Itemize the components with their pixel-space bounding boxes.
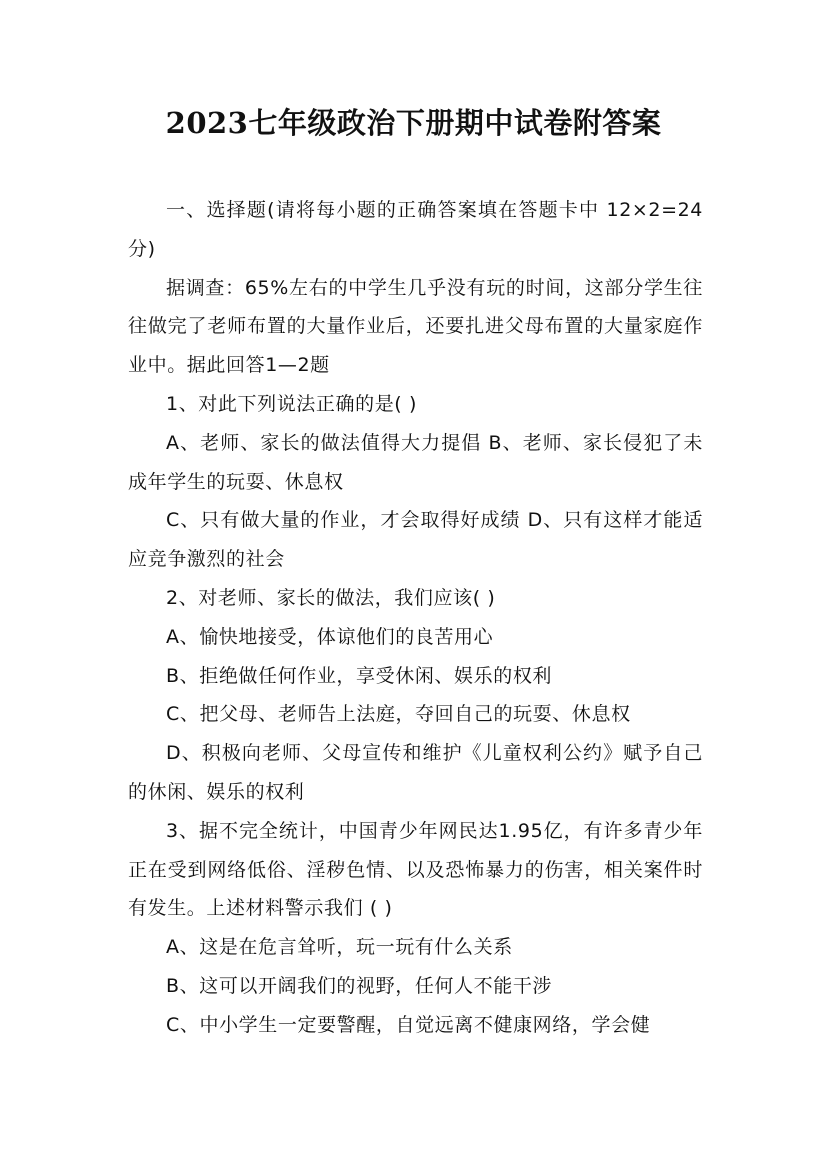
question-2-option-a: A、愉快地接受，体谅他们的良苦用心 xyxy=(166,625,494,648)
question-1-options-cd: C、只有做大量的作业，才会取得好成绩 D、只有这样才能适应竞争激烈的社会 xyxy=(128,509,703,571)
question-2-option-d: D、积极向老师、父母宣传和维护《儿童权利公约》赋予自己的休闲、娱乐的权利 xyxy=(128,742,703,803)
document-body xyxy=(128,191,703,1045)
question-2-option-c: C、把父母、老师告上法庭，夺回自己的玩耍、休息权 xyxy=(166,703,631,726)
section-heading: 一、选择题(请将每小题的正确答案填在答题卡中 12×2=24分) xyxy=(128,199,703,260)
question-2: 2、对老师、家长的做法，我们应该( ) xyxy=(166,586,496,609)
document-title: 2023七年级政治下册期中试卷附答案 xyxy=(165,106,662,140)
material-paragraph: 据调查：65%左右的中学生几乎没有玩的时间，这部分学生往往做完了老师布置的大量作业后，还要扎进父母布置的大量家庭作业中。据此回答1—2题 xyxy=(128,276,703,377)
question-2-option-b: B、拒绝做任何作业，享受休闲、娱乐的权利 xyxy=(166,664,553,687)
question-3-option-b: B、这可以开阔我们的视野，任何人不能干涉 xyxy=(166,974,553,997)
question-1: 1、对此下列说法正确的是( ) xyxy=(166,392,417,415)
question-3: 3、据不完全统计，中国青少年网民达1.95亿，有许多青少年正在受到网络低俗、淫秽色情、以及恐怖暴力的伤害，相关案件时有发生。上述材料警示我们 ( ) xyxy=(128,819,703,920)
question-1-options-ab: A、老师、家长的做法值得大力提倡 B、老师、家长侵犯了未成年学生的玩耍、休息权 xyxy=(128,431,703,493)
question-3-option-c: C、中小学生一定要警醒，自觉远离不健康网络，学会健 xyxy=(166,1013,651,1036)
question-3-option-a: A、这是在危言耸听，玩一玩有什么关系 xyxy=(166,936,513,959)
